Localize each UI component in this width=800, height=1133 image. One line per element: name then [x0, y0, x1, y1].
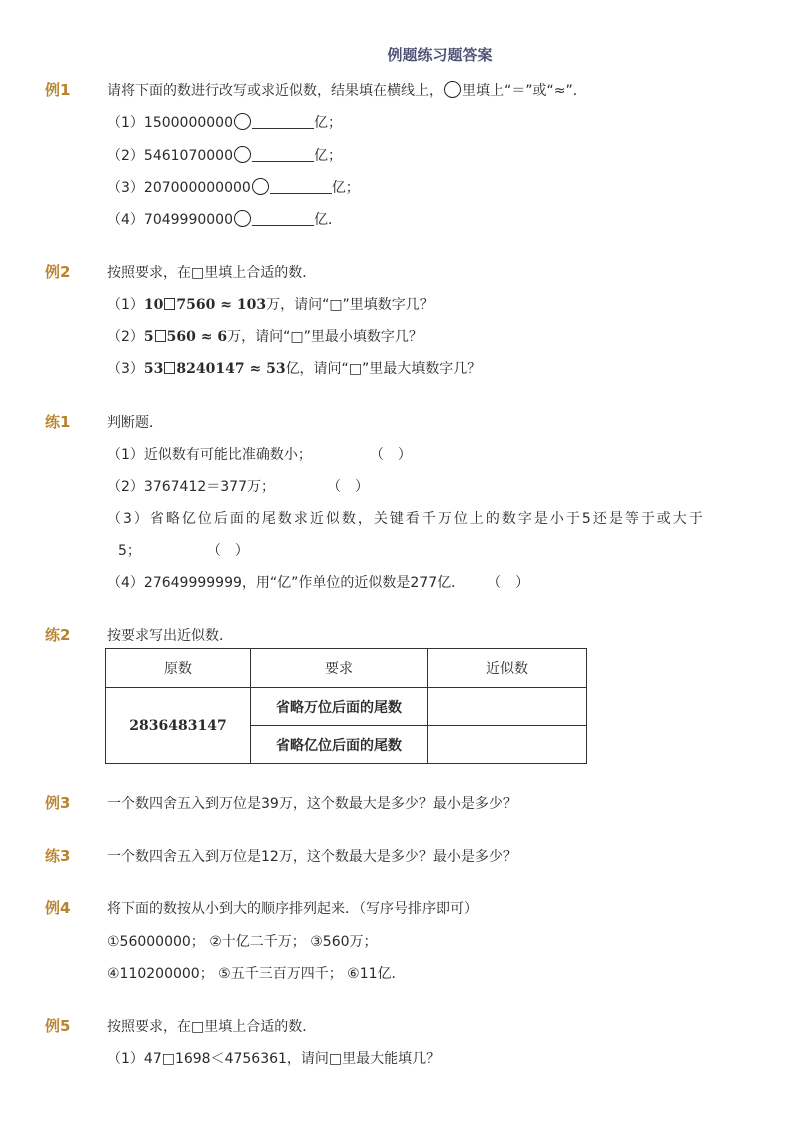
requirement-cell: 省略亿位后面的尾数 — [251, 726, 428, 764]
question-text: 万，请问“□”里填数字几？ — [266, 297, 434, 313]
li1-item — [107, 112, 342, 132]
circle-icon — [444, 81, 461, 98]
li1-item-text: （2）5461070000 — [107, 148, 233, 164]
circle-icon[interactable] — [234, 113, 251, 130]
lian1-item — [107, 572, 529, 592]
expr-part: 560 ≈ 6 — [166, 329, 228, 345]
circle-icon[interactable] — [234, 146, 251, 163]
expr-part: 10 — [143, 297, 164, 313]
question-text: 万，请问“□”里最小填数字几？ — [227, 329, 423, 345]
answer-paren[interactable]: （ ） — [206, 543, 249, 559]
expr-part: 53 — [143, 361, 164, 377]
item-number: （2） — [107, 329, 144, 345]
expr-part: 5 — [143, 329, 154, 345]
li1-instr-b: 里填上“＝”或“≈”． — [462, 83, 587, 99]
label-li1: 例1 — [45, 81, 71, 99]
header-original: 原数 — [106, 649, 251, 688]
label-lian2: 练2 — [45, 626, 71, 644]
label-lian1: 练1 — [45, 413, 71, 431]
judge-text: （1）近似数有可能比准确数小； — [107, 447, 312, 463]
answer-cell[interactable] — [428, 688, 587, 726]
li2-instruction: 按照要求，在□里填上合适的数． — [107, 265, 317, 281]
li5-item: （1）47□1698＜4756361，请问□里最大能填几？ — [107, 1051, 441, 1067]
circle-icon[interactable] — [234, 210, 251, 227]
original-number: 2836483147 — [106, 688, 251, 764]
answer-paren[interactable]: （ ） — [487, 575, 530, 591]
label-li2: 例2 — [45, 263, 71, 281]
answer-paren[interactable]: （ ） — [369, 447, 412, 463]
li1-item-text: （4）7049990000 — [107, 212, 233, 228]
li4-line: ①56000000； ②十亿二千万； ③560万； — [107, 934, 378, 950]
li5-instruction: 按照要求，在□里填上合适的数． — [107, 1019, 317, 1035]
label-lian3: 练3 — [45, 847, 71, 865]
lian1-item — [118, 540, 249, 560]
lian1-item — [107, 444, 412, 464]
expr-part: 8240147 ≈ 53 — [176, 361, 286, 377]
header-approx: 近似数 — [428, 649, 587, 688]
page-title: 例题练习题答案 — [387, 46, 493, 64]
li4-line: ④110200000； ⑤五千三百万四千； ⑥11亿． — [107, 966, 406, 982]
requirement-cell: 省略万位后面的尾数 — [251, 688, 428, 726]
header-requirement: 要求 — [251, 649, 428, 688]
answer-blank[interactable] — [252, 115, 314, 129]
li1-item-text: （1）1500000000 — [107, 115, 233, 131]
lian1-item — [107, 476, 369, 496]
label-li3: 例3 — [45, 794, 71, 812]
li1-item — [107, 209, 342, 229]
answer-cell[interactable] — [428, 726, 587, 764]
table-row — [106, 688, 587, 726]
li1-item — [107, 177, 360, 197]
answer-blank[interactable] — [252, 148, 314, 162]
li1-item-suffix: 亿． — [313, 212, 342, 228]
label-li5: 例5 — [45, 1017, 71, 1035]
li1-instruction — [107, 80, 587, 100]
judge-text: 5； — [118, 543, 141, 559]
blank-box[interactable] — [164, 298, 175, 310]
li1-item-suffix: 亿； — [331, 180, 360, 196]
item-number: （3） — [107, 361, 144, 377]
li1-item-text: （3）207000000000 — [107, 180, 251, 196]
li4-instruction: 将下面的数按从小到大的顺序排列起来．（写序号排序即可） — [107, 901, 478, 917]
blank-box[interactable] — [155, 330, 166, 342]
approximation-table — [105, 648, 587, 764]
li1-item — [107, 145, 342, 165]
li1-item-suffix: 亿； — [313, 148, 342, 164]
expr-part: 7560 ≈ 103 — [176, 297, 267, 313]
answer-blank[interactable] — [270, 180, 332, 194]
lian1-instruction: 判断题． — [107, 415, 163, 431]
label-li4: 例4 — [45, 899, 71, 917]
li1-item-suffix: 亿； — [313, 115, 342, 131]
li3-question: 一个数四舍五入到万位是39万，这个数最大是多少？最小是多少？ — [107, 796, 517, 812]
li2-item — [107, 358, 481, 378]
item-number: （1） — [107, 297, 144, 313]
li1-instr-a: 请将下面的数进行改写或求近似数，结果填在横线上， — [107, 83, 443, 99]
li2-item — [107, 294, 434, 314]
lian2-instruction: 按要求写出近似数． — [107, 628, 233, 644]
answer-blank[interactable] — [252, 212, 314, 226]
answer-paren[interactable]: （ ） — [326, 479, 369, 495]
circle-icon[interactable] — [252, 178, 269, 195]
lian1-item: （3）省略亿位后面的尾数求近似数，关键看千万位上的数字是小于5还是等于或大于 — [107, 511, 705, 527]
judge-text: （2）3767412＝377万； — [107, 479, 275, 495]
judge-text: （4）27649999999，用“亿”作单位的近似数是277亿． — [107, 575, 466, 591]
lian3-question: 一个数四舍五入到万位是12万，这个数最大是多少？最小是多少？ — [107, 849, 517, 865]
table-header-row — [106, 649, 587, 688]
blank-box[interactable] — [164, 362, 175, 374]
li2-item — [107, 326, 423, 346]
question-text: 亿，请问“□”里最大填数字几？ — [285, 361, 482, 377]
